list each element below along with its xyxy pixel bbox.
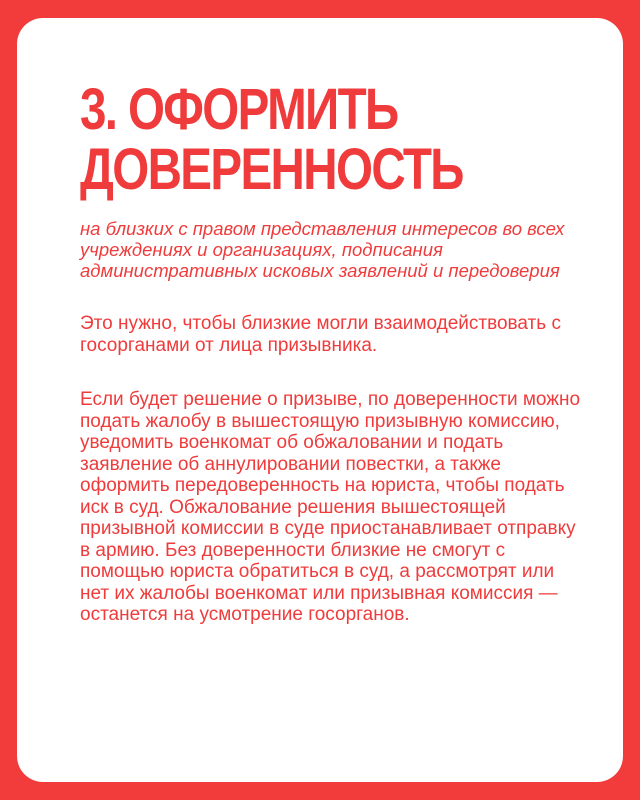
title-line-1: 3. ОФОРМИТЬ xyxy=(80,77,398,142)
subtitle: на близких с правом представления интересов во всех учреждениях и организациях, подписания административных исковых заявлений и передоверия xyxy=(80,218,565,281)
paragraph-purpose: Это нужно, чтобы близкие могли взаимодействовать с госорганами от лица призывника. xyxy=(80,313,561,356)
title-line-2: ДОВЕРЕННОСТЬ xyxy=(80,137,463,202)
paragraph-details: Если будет решение о призыве, по доверенности можно подать жалобу в вышестоящую призывную комиссию, уведомить военкомат об обжаловании и подать заявление об аннулировании повестки, а также оформить передоверенность на юриста, чтобы подать иск в суд. Обжалование решения вышестоящей призывной комиссии в суде приостанавливает отправку в армию. Без доверенности близкие не смогут с помощью юриста обратиться в суд, а рассмотрят или нет их жалобы военкомат или призывная комиссия — останется на усмотрение госорганов. xyxy=(80,389,581,625)
content-card xyxy=(17,18,623,782)
page-title xyxy=(80,77,501,202)
